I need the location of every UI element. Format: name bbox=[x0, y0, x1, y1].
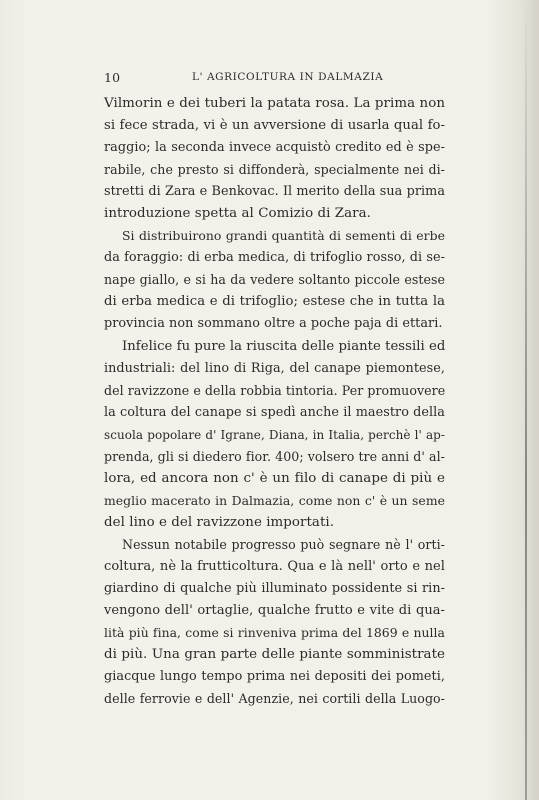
text-line: Infelice fu pure la riuscita delle piante tessili ed bbox=[122, 338, 446, 354]
text-line: provincia non sommano oltre a poche paja di ettari. bbox=[104, 316, 443, 332]
text-line: lità più fina, come si rinveniva prima del 1869 e nulla bbox=[104, 625, 445, 641]
text-line: di erba medica e di trifoglio; estese che in tutta la bbox=[104, 294, 445, 310]
text-line: coltura, nè la frutticoltura. Qua e là nell' orto e nel bbox=[104, 558, 445, 574]
text-line: introduzione spetta al Comizio di Zara. bbox=[104, 206, 371, 222]
text-line: scuola popolare d' Igrane, Diana, in Italia, perchè l' ap- bbox=[104, 427, 445, 442]
text-line: la coltura del canape si spedì anche il maestro della bbox=[104, 404, 445, 420]
text-line: lora, ed ancora non c' è un filo di canape di più e bbox=[104, 470, 445, 486]
text-line: prenda, gli si diedero fior. 400; volsero tre anni d' al- bbox=[104, 448, 445, 464]
text-line: si fece strada, vi è un avversione di usarla qual fo- bbox=[104, 118, 445, 134]
text-line: nape giallo, e si ha da vedere soltanto piccole estese bbox=[104, 272, 445, 288]
text-line: Si distribuirono grandi quantità di sementi di erbe bbox=[122, 228, 445, 244]
text-line: del ravizzone e della robbia tintoria. Per promuovere bbox=[104, 382, 446, 398]
text-line: stretti di Zara e Benkovac. Il merito della sua prima bbox=[104, 184, 445, 200]
text-line: vengono dell' ortaglie, qualche frutto e vite di qua- bbox=[104, 603, 445, 619]
text-line: meglio macerato in Dalmazia, come non c' è un seme bbox=[104, 492, 445, 508]
body-text bbox=[104, 93, 445, 710]
text-line: giacque lungo tempo prima nei depositi dei pometi, bbox=[104, 669, 445, 685]
text-line: del lino e del ravizzone importati. bbox=[104, 514, 335, 530]
page-header bbox=[104, 70, 444, 86]
running-head: L' AGRICOLTURA IN DALMAZIA bbox=[192, 71, 384, 83]
text-line: raggio; la seconda invece acquistò credito ed è spe- bbox=[104, 140, 445, 156]
text-line: da foraggio: di erba medica, di trifoglio rosso, di se- bbox=[104, 250, 445, 266]
text-line: di più. Una gran parte delle piante somministrate bbox=[104, 647, 445, 663]
text-line: industriali: del lino di Riga, del canape piemontese, bbox=[104, 360, 445, 376]
text-line: rabile, che presto si diffonderà, specialmente nei di- bbox=[104, 162, 445, 178]
text-line: Nessun notabile progresso può segnare nè l' orti- bbox=[122, 536, 445, 552]
page-edge-shadow bbox=[525, 0, 527, 800]
text-line: giardino di qualche più illuminato possidente si rin- bbox=[104, 581, 445, 597]
text-line: delle ferrovie e dell' Agenzie, nei cortili della Luogo- bbox=[104, 691, 445, 707]
text-line: Vilmorin e dei tuberi la patata rosa. La prima non bbox=[104, 96, 445, 111]
page-number: 10 bbox=[104, 70, 121, 85]
